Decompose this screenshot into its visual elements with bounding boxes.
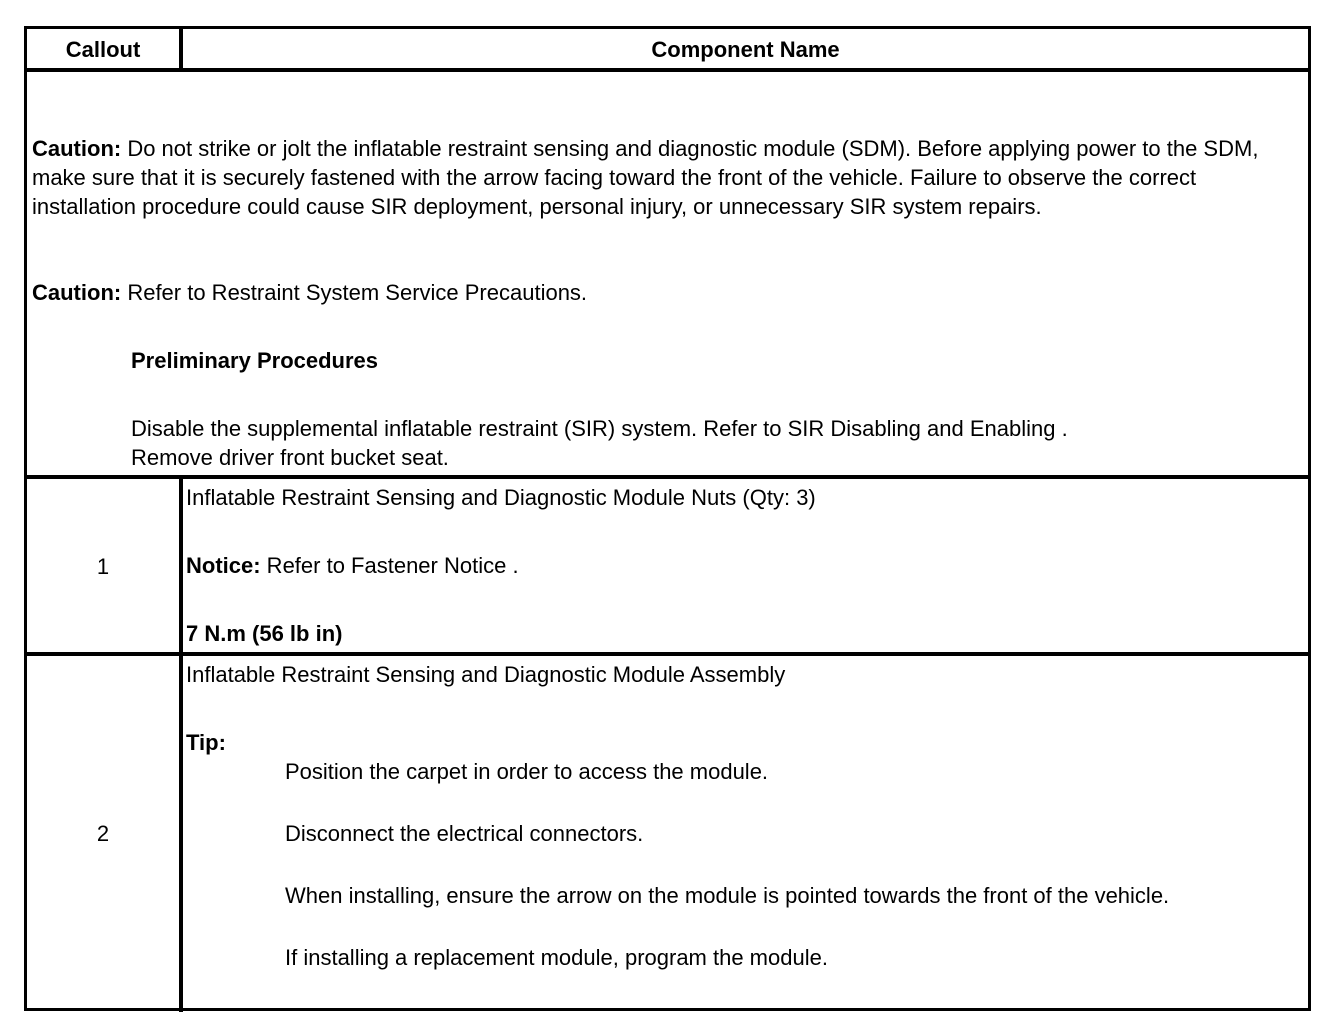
row1-divider xyxy=(27,652,1308,656)
caution-sdm xyxy=(32,134,1300,221)
preliminary-step: Remove driver front bucket seat. xyxy=(131,445,449,470)
component-table xyxy=(24,26,1311,1011)
header-callout: Callout xyxy=(65,37,141,62)
caution-label: Caution: xyxy=(32,280,122,305)
header-divider xyxy=(27,68,1308,72)
header-component-name: Component Name xyxy=(651,37,840,62)
row-callout-2: 2 xyxy=(96,821,110,846)
notice xyxy=(186,551,519,580)
caution-precautions xyxy=(32,278,587,307)
component-name-1: Inflatable Restraint Sensing and Diagnostic Module Nuts (Qty: 3) xyxy=(186,485,816,510)
tip-item: Disconnect the electrical connectors. xyxy=(285,821,644,846)
preliminary-step: Disable the supplemental inflatable restraint (SIR) system. Refer to SIR Disabling and Enabling . xyxy=(131,416,1068,441)
tip-label: Tip: xyxy=(186,730,226,755)
tip-item: Position the carpet in order to access the module. xyxy=(285,759,769,784)
row-callout-1: 1 xyxy=(96,554,110,579)
body-column-divider xyxy=(179,477,183,1012)
notice-label: Notice: xyxy=(186,553,261,578)
caution-label: Caution: xyxy=(32,136,122,161)
tip-item: If installing a replacement module, program the module. xyxy=(285,945,828,970)
caution-text: Refer to Restraint System Service Precautions. xyxy=(121,280,588,305)
caution-text: Do not strike or jolt the inflatable restraint sensing and diagnostic module (SDM). Before applying power to the SDM, make sure that it is securely fastened with the arrow facing toward the front of the vehicle. Failure to observe the correct installation procedure could cause SIR deployment, personal injury, or unnecessary SIR system repairs. xyxy=(32,136,1259,219)
torque-spec: 7 N.m (56 lb in) xyxy=(186,621,343,646)
intro-divider xyxy=(27,475,1308,479)
component-name-2: Inflatable Restraint Sensing and Diagnostic Module Assembly xyxy=(186,662,786,687)
preliminary-heading: Preliminary Procedures xyxy=(131,348,379,373)
notice-text: Refer to Fastener Notice . xyxy=(260,553,519,578)
tip-item: When installing, ensure the arrow on the module is pointed towards the front of the vehicle. xyxy=(285,883,1170,908)
